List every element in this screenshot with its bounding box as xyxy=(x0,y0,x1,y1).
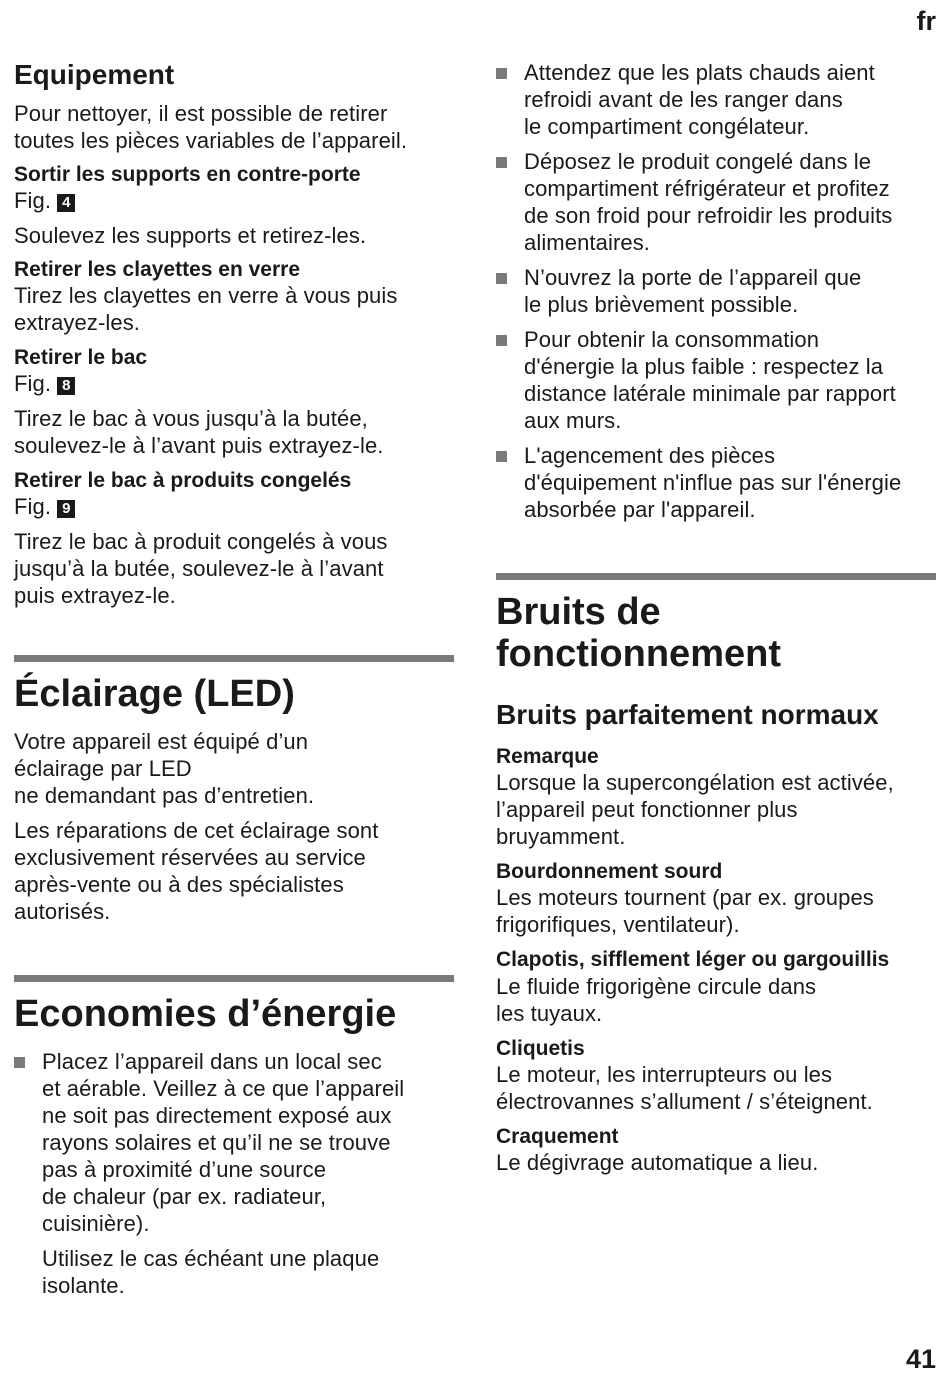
supports-fig: Fig. 4 xyxy=(14,187,454,214)
economies-title: Economies d’énergie xyxy=(14,992,397,1035)
supports-text: Soulevez les supports et retirez-les. xyxy=(14,222,367,248)
list-item: Attendez que les plats chauds aient refroidi avant de les ranger dans le compartiment congélateur. xyxy=(496,59,936,140)
bullet-square-icon xyxy=(496,451,507,462)
clayettes-text: Tirez les clayettes en verre à vous puis extrayez-les. xyxy=(14,282,398,335)
clapotis-heading: Clapotis, sifflement léger ou gargouillis xyxy=(496,948,890,972)
section-divider xyxy=(14,655,454,662)
cliquetis-heading: Cliquetis xyxy=(496,1036,585,1060)
eclairage-paragraph-1: Votre appareil est équipé d’un éclairage par LED ne demandant pas d’entretien. xyxy=(14,728,315,808)
list-item: Placez l’appareil dans un local sec et aérable. Veillez à ce que l’appareil ne soit pas directement exposé aux rayons solaires et qu’il ne se trouve pas à proximité d’une source de chaleur (par ex. radiateur, cuisinière). xyxy=(14,1048,454,1237)
list-item: N’ouvrez la porte de l’appareil que le plus brièvement possible. xyxy=(496,264,936,318)
figure-badge: 9 xyxy=(57,500,75,518)
page-number: 41 xyxy=(905,1344,936,1374)
figure-badge: 8 xyxy=(57,377,75,395)
left-column xyxy=(14,0,454,1299)
eclairage-paragraph-2: Les réparations de cet éclairage sont exclusivement réservées au service après-vente ou à des spécialistes autorisés. xyxy=(14,817,379,924)
right-column xyxy=(496,0,936,1176)
bac-fig: Fig. 8 xyxy=(14,370,454,397)
bullet-square-icon xyxy=(14,1057,25,1068)
section-divider xyxy=(14,975,454,982)
clayettes-heading: Retirer les clayettes en verre xyxy=(14,257,301,281)
list-item: Pour obtenir la consommation d'énergie la plus faible : respectez la distance latérale minimale par rapport aux murs. xyxy=(496,326,936,434)
remarque-text: Lorsque la supercongélation est activée, l’appareil peut fonctionner plus bruyamment. xyxy=(496,770,894,850)
bullet-note: Utilisez le cas échéant une plaque isolante. xyxy=(42,1245,380,1298)
bullet-square-icon xyxy=(496,273,507,284)
equipement-title: Equipement xyxy=(14,59,175,90)
supports-heading: Sortir les supports en contre-porte xyxy=(14,162,361,186)
list-item: L'agencement des pièces d'équipement n'influe pas sur l'énergie absorbée par l'appareil. xyxy=(496,442,936,523)
list-item: Déposez le produit congelé dans le compartiment réfrigérateur et profitez de son froid pour refroidir les produits alimentaires. xyxy=(496,148,936,256)
bac-congeles-fig: Fig. 9 xyxy=(14,493,454,520)
bourdonnement-heading: Bourdonnement sourd xyxy=(496,860,723,884)
eclairage-title: Éclairage (LED) xyxy=(14,673,295,716)
remarque-heading: Remarque xyxy=(496,745,599,769)
figure-badge: 4 xyxy=(57,194,75,212)
bourdonnement-text: Les moteurs tournent (par ex. groupes frigorifiques, ventilateur). xyxy=(496,885,874,938)
section-divider xyxy=(496,573,936,580)
bullet-square-icon xyxy=(496,157,507,168)
equipement-intro: Pour nettoyer, il est possible de retirer toutes les pièces variables de l’appareil. xyxy=(14,100,408,153)
bac-heading: Retirer le bac xyxy=(14,345,148,369)
bullet-square-icon xyxy=(496,335,507,346)
bullet-square-icon xyxy=(496,68,507,79)
bac-text: Tirez le bac à vous jusqu’à la butée, soulevez-le à l’avant puis extrayez-le. xyxy=(14,406,384,459)
bac-congeles-heading: Retirer le bac à produits congelés xyxy=(14,469,352,493)
craquement-heading: Craquement xyxy=(496,1124,619,1148)
clapotis-text: Le fluide frigorigène circule dans les tuyaux. xyxy=(496,973,817,1026)
language-label: fr xyxy=(916,6,936,36)
craquement-text: Le dégivrage automatique a lieu. xyxy=(496,1149,819,1175)
bruits-title: Bruits de fonctionnement xyxy=(496,591,781,675)
cliquetis-text: Le moteur, les interrupteurs ou les électrovannes s’allument / s’éteignent. xyxy=(496,1061,873,1114)
bruits-subtitle: Bruits parfaitement normaux xyxy=(496,698,879,730)
bac-congeles-text: Tirez le bac à produit congelés à vous jusqu’à la butée, soulevez-le à l’avant puis extrayez-le. xyxy=(14,529,388,609)
